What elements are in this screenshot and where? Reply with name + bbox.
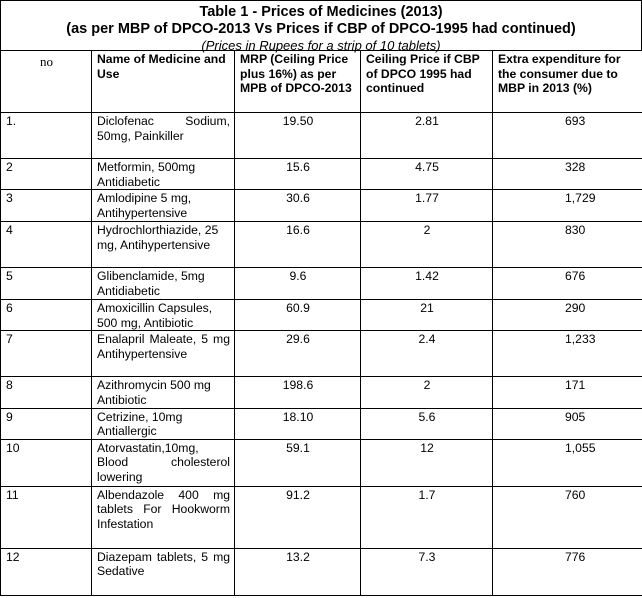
header-name: Name of Medicine and Use [92,51,235,113]
row-ceiling: 7.3 [361,548,493,595]
row-extra: 1,729 [493,190,642,222]
row-mrp: 59.1 [235,439,361,486]
row-name: Azithromycin 500 mg Antibiotic [92,377,235,408]
row-mrp: 91.2 [235,486,361,548]
table-row [1,300,642,331]
row-name: Metformin, 500mg Antidiabetic [92,159,235,190]
table-row [1,190,642,222]
row-extra: 776 [493,548,642,595]
table-row [1,268,642,300]
row-no: 1. [1,113,92,159]
row-mrp: 16.6 [235,222,361,268]
row-extra: 171 [493,377,642,408]
row-name: Cetrizine, 10mg Antiallergic [92,408,235,439]
row-no: 6 [1,300,92,331]
row-ceiling: 12 [361,439,493,486]
table-subtitle: (as per MBP of DPCO-2013 Vs Prices if CBP of DPCO-1995 had continued) [66,21,576,37]
row-extra: 328 [493,159,642,190]
row-mrp: 30.6 [235,190,361,222]
row-mrp: 19.50 [235,113,361,159]
row-ceiling: 2 [361,377,493,408]
row-ceiling: 2.4 [361,331,493,377]
row-mrp: 29.6 [235,331,361,377]
row-name: Albendazole 400 mg tablets For Hookworm Infestation [92,486,235,548]
table-caption [0,0,642,51]
row-name: Hydrochlorthiazide, 25 mg, Antihypertensive [92,222,235,268]
row-ceiling: 1.7 [361,486,493,548]
row-extra: 693 [493,113,642,159]
row-mrp: 15.6 [235,159,361,190]
row-ceiling: 5.6 [361,408,493,439]
row-ceiling: 21 [361,300,493,331]
header-extra: Extra expenditure for the consumer due to MBP in 2013 (%) [493,51,642,113]
header-mrp: MRP (Ceiling Price plus 16%) as per MPB of DPCO-2013 [235,51,361,113]
row-mrp: 18.10 [235,408,361,439]
row-extra: 1,233 [493,331,642,377]
table-row [1,113,642,159]
header-row [1,51,642,113]
row-mrp: 9.6 [235,268,361,300]
table-title: Table 1 - Prices of Medicines (2013) [199,4,443,20]
table-row [1,548,642,595]
table-row [1,486,642,548]
row-no: 4 [1,222,92,268]
row-extra: 676 [493,268,642,300]
table-note: (Prices in Rupees for a strip of 10 tablets) [201,38,441,53]
row-extra: 760 [493,486,642,548]
row-no: 9 [1,408,92,439]
row-mrp: 13.2 [235,548,361,595]
row-mrp: 198.6 [235,377,361,408]
row-no: 7 [1,331,92,377]
row-ceiling: 2.81 [361,113,493,159]
row-name: Amlodipine 5 mg, Antihypertensive [92,190,235,222]
row-no: 8 [1,377,92,408]
table-row [1,408,642,439]
row-name: Atorvastatin,10mg, Blood cholesterol lowering [92,439,235,486]
table-row [1,377,642,408]
table-row [1,331,642,377]
row-no: 12 [1,548,92,595]
prices-table [0,50,642,596]
row-extra: 830 [493,222,642,268]
row-no: 5 [1,268,92,300]
row-ceiling: 1.77 [361,190,493,222]
header-no: no [1,51,92,113]
row-no: 2 [1,159,92,190]
row-name: Diazepam tablets, 5 mg Sedative [92,548,235,595]
row-name: Glibenclamide, 5mg Antidiabetic [92,268,235,300]
table-row [1,222,642,268]
row-extra: 905 [493,408,642,439]
table-row [1,159,642,190]
row-name: Enalapril Maleate, 5 mg Antihypertensive [92,331,235,377]
row-mrp: 60.9 [235,300,361,331]
row-no: 10 [1,439,92,486]
row-no: 3 [1,190,92,222]
row-no: 11 [1,486,92,548]
row-ceiling: 2 [361,222,493,268]
table-row [1,439,642,486]
row-name: Diclofenac Sodium, 50mg, Painkiller [92,113,235,159]
row-name: Amoxicillin Capsules, 500 mg, Antibiotic [92,300,235,331]
row-ceiling: 4.75 [361,159,493,190]
row-ceiling: 1.42 [361,268,493,300]
row-extra: 290 [493,300,642,331]
header-ceiling: Ceiling Price if CBP of DPCO 1995 had continued [361,51,493,113]
row-extra: 1,055 [493,439,642,486]
